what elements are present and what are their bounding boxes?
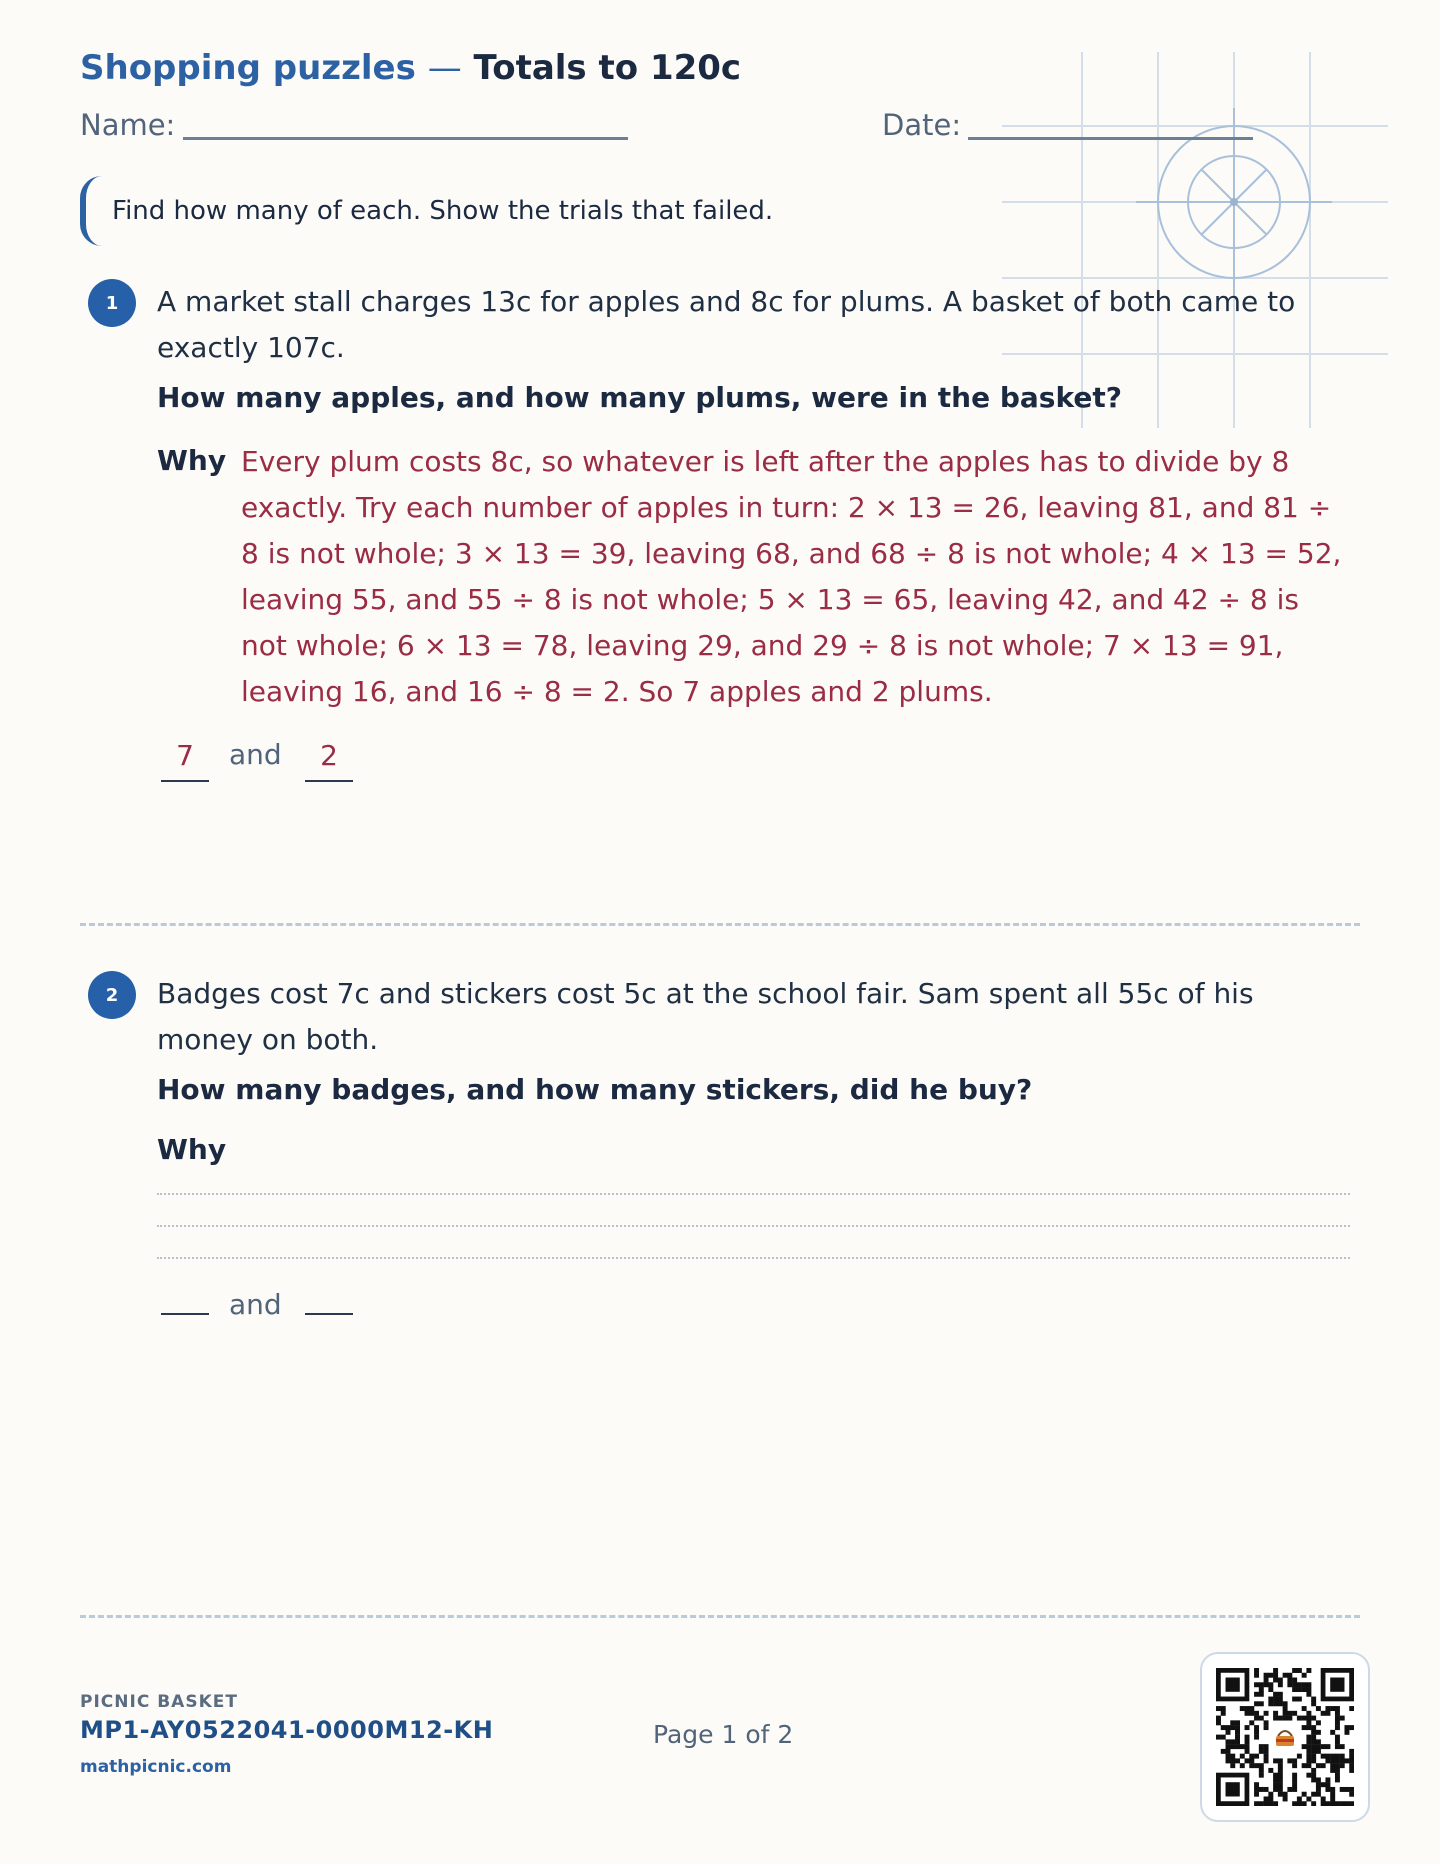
- qr-code-frame: [1200, 1652, 1370, 1822]
- and-label: and: [229, 738, 282, 771]
- question-2-text: Badges cost 7c and stickers cost 5c at the school fair. Sam spent all 55c of his money on both.: [157, 977, 1254, 1056]
- brand-label: PICNIC BASKET: [80, 1692, 238, 1712]
- writing-line[interactable]: [157, 1257, 1350, 1259]
- instruction-text: Find how many of each. Show the trials that failed.: [112, 196, 774, 226]
- date-label: Date:: [882, 108, 962, 142]
- footer-divider: [80, 1615, 1360, 1618]
- answer-2-underline: [305, 780, 353, 782]
- instruction-callout: [80, 176, 840, 246]
- page-number: Page 1 of 2: [653, 1720, 794, 1749]
- qr-code-icon[interactable]: [1216, 1668, 1354, 1806]
- picnic-basket-icon: [1271, 1723, 1299, 1751]
- question-number-badge: 1: [88, 279, 136, 327]
- writing-line[interactable]: [157, 1193, 1350, 1195]
- why-explanation: Every plum costs 8c, so whatever is left after the apples has to divide by 8 exactly. Try each number of apples in turn: 2 × 13 = 26, leaving 81, and 81 ÷ 8 is not whole; 3 × 13 = 39, leaving 68, and 68 ÷ 8 is not whole; 4 × 13 = 52, leaving 55, and 55 ÷ 8 is not whole; 5 × 13 = 65, leaving 42, and 42 ÷ 8 is not whole; 6 × 13 = 78, leaving 29, and 29 ÷ 8 is not whole; 7 × 13 = 91, leaving 16, and 16 ÷ 8 = 2. So 7 apples and 2 plums.: [241, 445, 1342, 708]
- title-topic: Shopping puzzles: [80, 48, 416, 88]
- title-dash: —: [427, 48, 462, 88]
- question-1-ask: How many apples, and how many plums, were in the basket?: [157, 381, 1122, 414]
- website-link[interactable]: mathpicnic.com: [80, 1757, 232, 1777]
- answer-1-field[interactable]: 7: [176, 739, 194, 772]
- worksheet-code: MP1-AY0522041-0000M12-KH: [80, 1716, 494, 1744]
- date-field[interactable]: [968, 137, 1253, 140]
- question-number-badge: 2: [88, 971, 136, 1019]
- answer-2-field[interactable]: [305, 1288, 353, 1324]
- question-2-ask: How many badges, and how many stickers, did he buy?: [157, 1073, 1033, 1106]
- name-label: Name:: [80, 108, 176, 142]
- name-field[interactable]: [183, 137, 628, 140]
- why-label: Why: [157, 1133, 227, 1166]
- section-divider: [80, 923, 1360, 926]
- and-label: and: [229, 1288, 282, 1321]
- answer-1-underline: [161, 1313, 209, 1315]
- writing-line[interactable]: [157, 1225, 1350, 1227]
- answer-1-field[interactable]: [161, 1288, 209, 1324]
- question-1-text: A market stall charges 13c for apples and 8c for plums. A basket of both came to exactly 107c.: [157, 285, 1296, 364]
- page-title: [80, 48, 741, 88]
- title-subtopic: Totals to 120c: [473, 48, 742, 88]
- answer-2-underline: [305, 1313, 353, 1315]
- target-grid-decoration: [1000, 50, 1390, 430]
- why-label: Why: [157, 444, 227, 477]
- answer-1-underline: [161, 780, 209, 782]
- answer-2-field[interactable]: 2: [320, 739, 338, 772]
